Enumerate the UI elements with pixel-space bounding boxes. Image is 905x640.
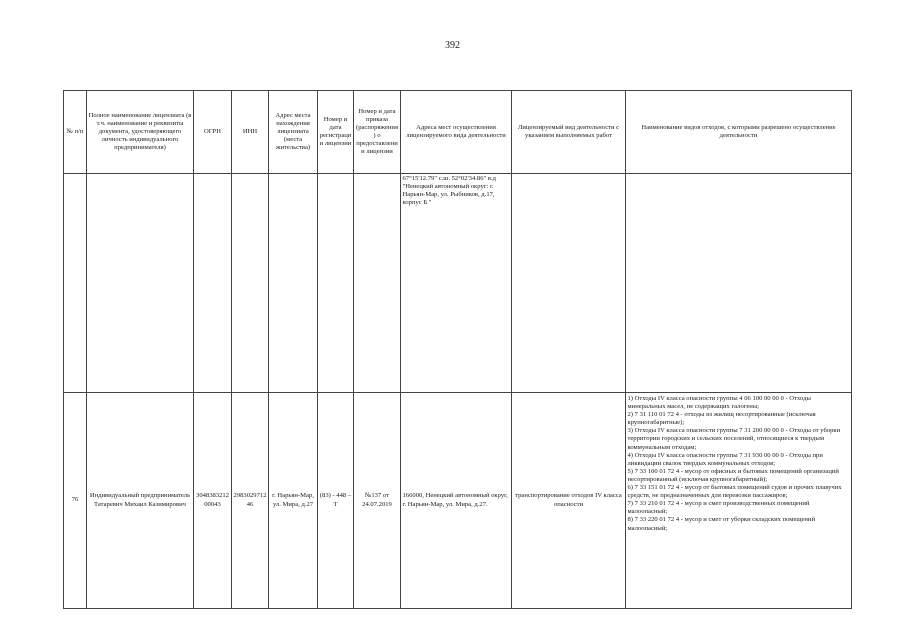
cell-empty: [194, 174, 232, 393]
cell-num: 76: [64, 393, 87, 609]
waste-line: 7) 7 33 210 01 72 4 - мусор и смет производственных помещений малоопасный;: [627, 500, 810, 516]
cell-empty: [318, 174, 354, 393]
header-activity-address: Адреса мест осуществления лицензируемого вида деятельности: [401, 91, 512, 174]
cell-inn: 298302971246: [232, 393, 269, 609]
waste-line: 2) 7 31 110 01 72 4 - отходы из жилищ несортированные (исключая крупногабаритные);: [627, 411, 816, 427]
cell-address: г. Нарьян-Мар, ул. Мира, д.27: [269, 393, 318, 609]
cell-activity-address: 166000, Ненецкий автономный округ, г. Нарьян-Мар, ул. Мира, д.27.: [401, 393, 512, 609]
header-registration: Номер и дата регистрации лицензии: [318, 91, 354, 174]
cell-empty: [626, 174, 852, 393]
cell-licensee-name: Индивидуальный предприниматель Татаревич Михаил Казимирович: [87, 393, 194, 609]
cell-empty: [64, 174, 87, 393]
cell-empty: [87, 174, 194, 393]
header-waste-types: Наименование видов отходов, с которыми разрешено осуществление деятельности: [626, 91, 852, 174]
page-number: 392: [445, 40, 460, 51]
license-register-table: [63, 90, 852, 609]
waste-line: 4) Отходы IV класса опасности группы 7 31 930 00 00 0 - Отходы при ликвидации свалок твердых коммунальных отходов;: [627, 451, 823, 467]
cell-empty: [232, 174, 269, 393]
waste-line: 6) 7 33 151 01 72 4 - мусор от бытовых помещений судов и прочих плавучих средств, не предназначенных для перевозки пассажиров;: [627, 484, 842, 500]
waste-line: 1) Отходы IV класса опасности группы 4 06 100 00 00 0 - Отходы минеральных масел, не содержащих галогены;: [627, 395, 811, 411]
table-row: [64, 393, 852, 609]
header-ogrn: ОГРН: [194, 91, 232, 174]
cell-registration: (83) - 448 – Т: [318, 393, 354, 609]
cell-waste-types: [626, 393, 852, 609]
waste-line: 3) Отходы IV класса опасности группы 7 31 200 00 00 0 - Отходы от уборки территории городских и сельских поселений, относящиеся к твердым коммунальным отходам;: [627, 427, 841, 451]
waste-line: 8) 7 33 220 01 72 4 - мусор и смет от уборки складских помещений малоопасный;: [627, 516, 815, 532]
cell-activity: транспортирование отходов IV класса опасности: [512, 393, 626, 609]
cell-ogrn: 304838321200043: [194, 393, 232, 609]
header-name: Полное наименование лицензиата (в т.ч. наименование и реквизиты документа, удостоверяющего личность индивидуального предпринимателя): [87, 91, 194, 174]
header-row: [64, 91, 852, 174]
cell-activity-address-continued: 67°15'12.79" с.ш. 52°02'34.86" в.д "Ненецкий автономный округ: г. Нарьян-Мар, ул. Рыбников, д.17, корпус Б ": [401, 174, 512, 393]
header-inn: ИНН: [232, 91, 269, 174]
waste-line: 5) 7 33 100 01 72 4 - мусор от офисных и бытовых помещений организаций несортированный (исключая крупногабаритный);: [627, 467, 839, 483]
cell-order: №137 от 24.07.2019: [354, 393, 401, 609]
cell-empty: [512, 174, 626, 393]
cell-empty: [269, 174, 318, 393]
cell-empty: [354, 174, 401, 393]
header-address: Адрес места нахождения лицензиата (места жительства): [269, 91, 318, 174]
header-order: Номер и дата приказа (распоряжения) о предоставлении лицензии: [354, 91, 401, 174]
table-row: [64, 174, 852, 393]
header-num: № п/п: [64, 91, 87, 174]
header-activity: Лицензируемый вид деятельности с указанием выполняемых работ: [512, 91, 626, 174]
